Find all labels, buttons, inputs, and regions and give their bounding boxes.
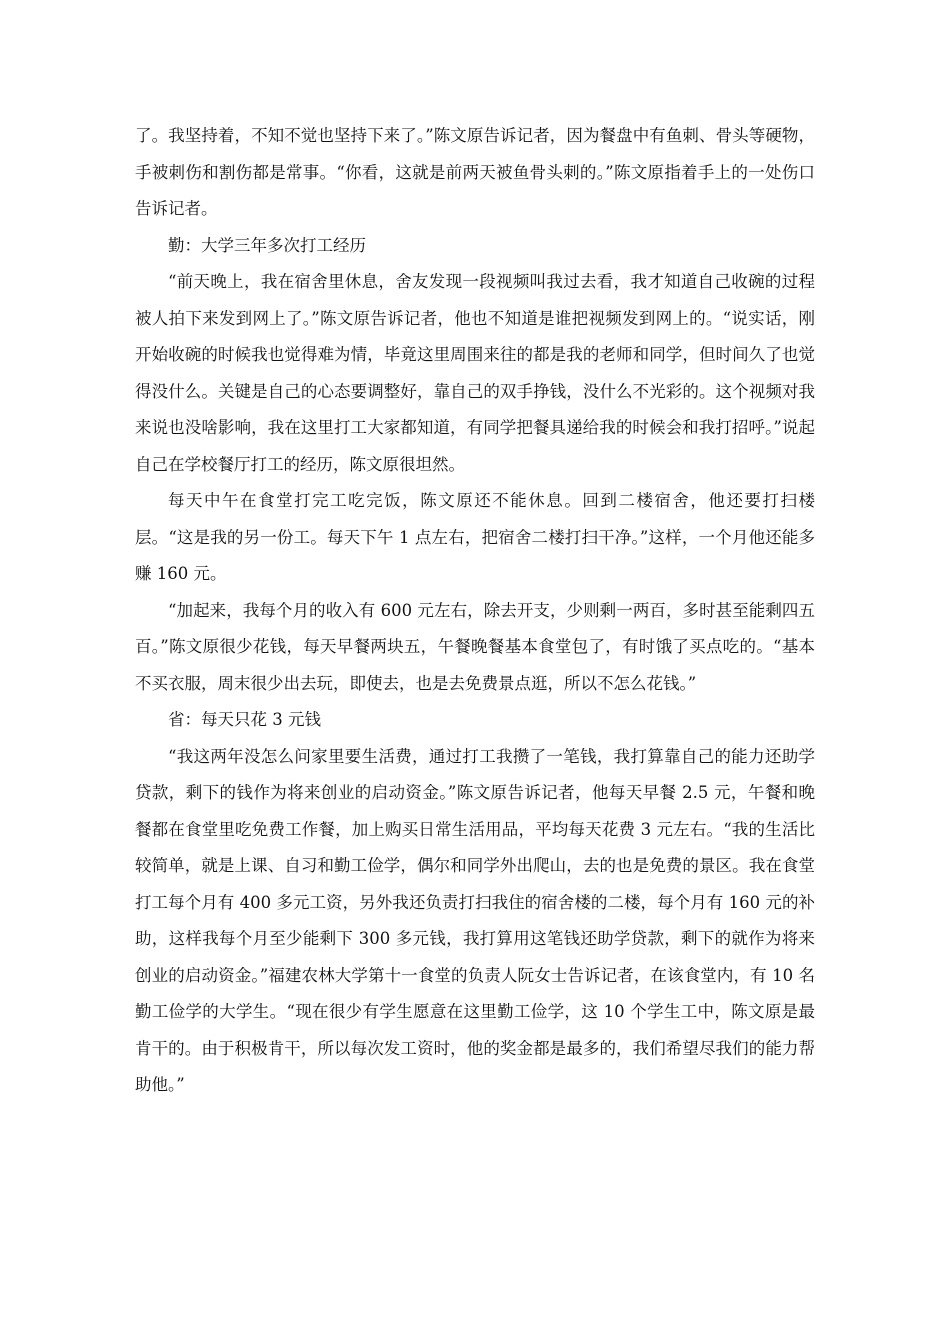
article-body bbox=[135, 118, 815, 1104]
paragraph-continued: 了。我坚持着，不知不觉也坚持下来了。”陈文原告诉记者，因为餐盘中有鱼刺、骨头等硬物，手被刺伤和割伤都是常事。“你看，这就是前两天被鱼骨头刺的。”陈文原指着手上的一处伤口告诉记者。 bbox=[135, 126, 815, 218]
paragraph: 每天中午在食堂打完工吃完饭，陈文原还不能休息。回到二楼宿舍，他还要打扫楼层。“这是我的另一份工。每天下午 1 点左右，把宿舍二楼打扫干净。”这样，一个月他还能多赚 160 元。 bbox=[135, 491, 815, 583]
section-heading-qin: 勤：大学三年多次打工经历 bbox=[168, 235, 366, 255]
paragraph: “前天晚上，我在宿舍里休息，舍友发现一段视频叫我过去看，我才知道自己收碗的过程被人拍下来发到网上了。”陈文原告诉记者，他也不知道是谁把视频发到网上的。“说实话，刚开始收碗的时候我也觉得难为情，毕竟这里周围来往的都是我的老师和同学，但时间久了也觉得没什么。关键是自己的心态要调整好，靠自己的双手挣钱，没什么不光彩的。这个视频对我来说也没啥影响，我在这里打工大家都知道，有同学把餐具递给我的时候会和我打招呼。”说起自己在学校餐厅打工的经历，陈文原很坦然。 bbox=[135, 272, 815, 474]
paragraph: “加起来，我每个月的收入有 600 元左右，除去开支，少则剩一两百，多时甚至能剩四五百。”陈文原很少花钱，每天早餐两块五，午餐晚餐基本食堂包了，有时饿了买点吃的。“基本不买衣服，周末很少出去玩，即使去，也是去免费景点逛，所以不怎么花钱。” bbox=[135, 600, 815, 693]
paragraph: “我这两年没怎么问家里要生活费，通过打工我攒了一笔钱，我打算靠自己的能力还助学贷款，剩下的钱作为将来创业的启动资金。”陈文原告诉记者，他每天早餐 2.5 元，午餐和晚餐都在食堂里吃免费工作餐，加上购买日常生活用品，平均每天花费 3 元左右。“我的生活比较简单，就是上课、自习和勤工俭学，偶尔和同学外出爬山，去的也是免费的景区。我在食堂打工每个月有 400 多元工资，另外我还负责打扫我住的宿舍楼的二楼，每个月有 160 元的补助，这样我每个月至少能剩下 300 多元钱，我打算用这笔钱还助学贷款，剩下的就作为将来创业的启动资金。”福建农林大学第十一食堂的负责人阮女士告诉记者，在该食堂内，有 10 名勤工俭学的大学生。“现在很少有学生愿意在这里勤工俭学，这 10 个学生工中，陈文原是最肯干的。由于积极肯干，所以每次发工资时，他的奖金都是最多的，我们希望尽我们的能力帮助他。” bbox=[135, 746, 815, 1094]
section-heading-sheng: 省：每天只花 3 元钱 bbox=[168, 710, 321, 729]
